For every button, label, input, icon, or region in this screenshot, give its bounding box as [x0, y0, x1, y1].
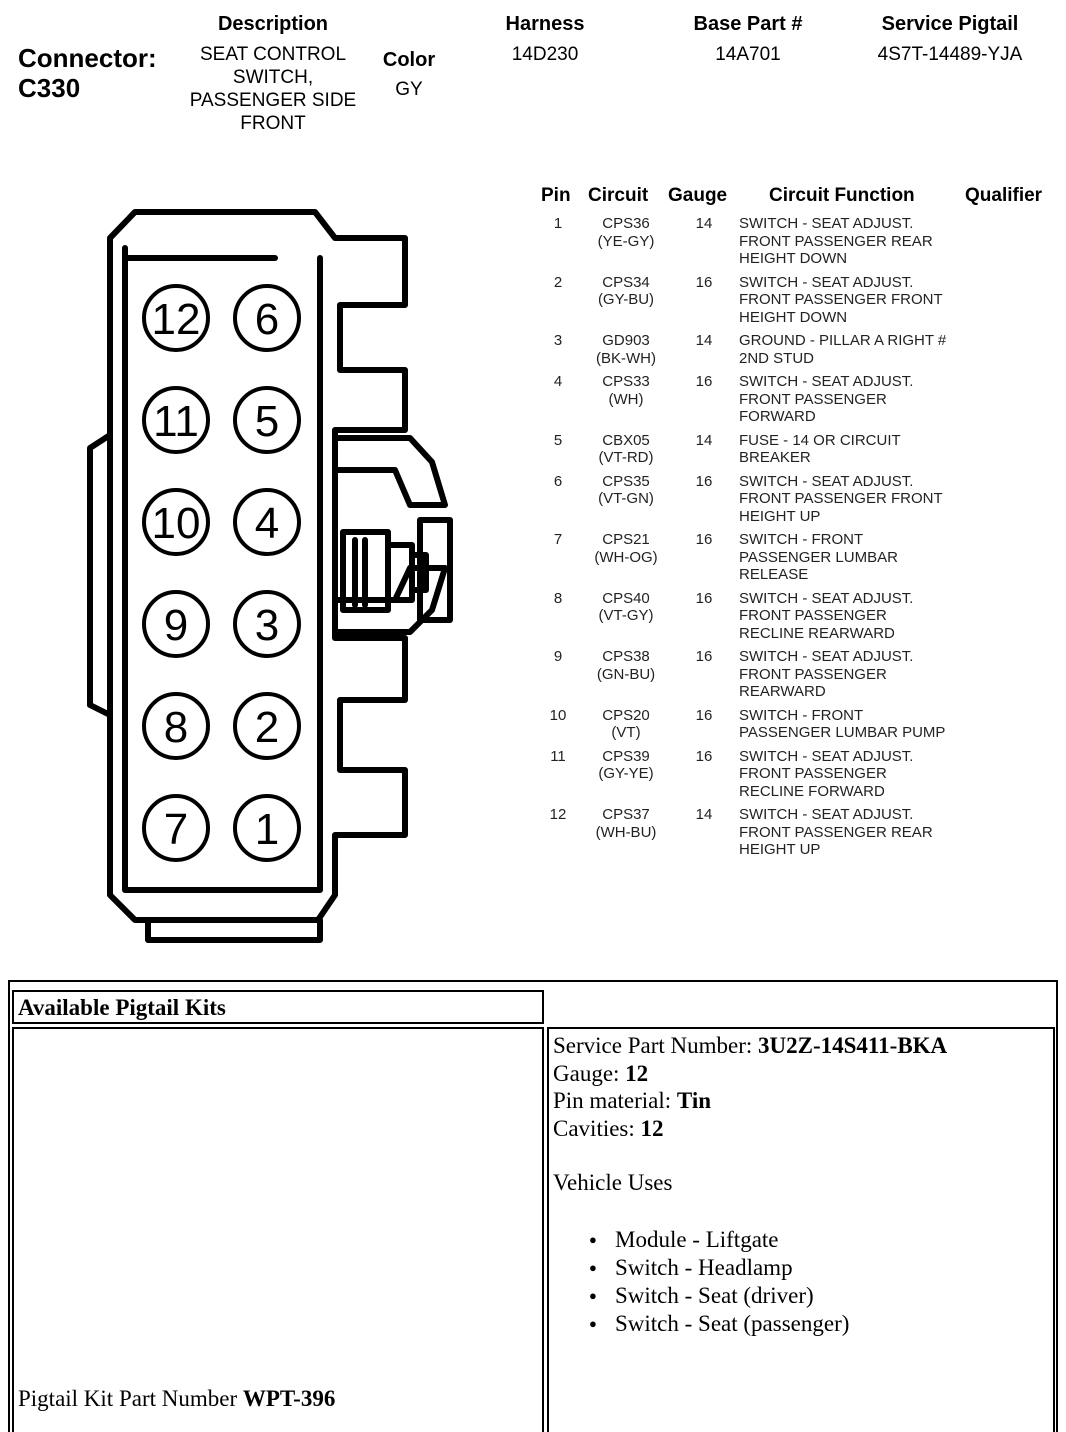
function-line: FUSE - 14 OR CIRCUIT	[739, 431, 901, 449]
function-line: BREAKER	[739, 449, 811, 466]
description-line: SEAT CONTROL	[199, 44, 347, 65]
pin-number: 4	[553, 373, 563, 390]
pin-number: 11	[550, 747, 566, 765]
gauge-cell: 14	[695, 431, 713, 449]
function-line: FRONT PASSENGER	[739, 765, 887, 782]
pin-column-header: Pin	[541, 185, 571, 206]
vehicle-use-item: ● Switch - Seat (passenger)	[589, 1310, 947, 1338]
function-cell	[739, 332, 999, 367]
circuit-cell	[581, 432, 671, 467]
pin-cavity-label: 11	[153, 397, 199, 446]
circuit-cell	[581, 274, 671, 309]
circuit-line: CPS34	[602, 273, 650, 291]
circuit-line: GD903	[602, 332, 650, 349]
gauge-cell: 14	[695, 332, 713, 349]
harness-value: 14D230	[511, 44, 579, 65]
gauge-cell: 16	[695, 531, 713, 548]
harness-header: Harness	[505, 13, 585, 35]
function-line: FRONT PASSENGER REAR	[739, 823, 933, 841]
vehicle-uses-label: Vehicle Uses	[553, 1170, 673, 1195]
circuit-line: CPS33	[602, 373, 650, 390]
function-column-header: Circuit Function	[769, 185, 915, 206]
base-part-header: Base Part #	[693, 13, 803, 35]
kit-gauge-label: Gauge:	[553, 1060, 626, 1086]
service-pigtail-header: Service Pigtail	[881, 13, 1019, 35]
function-line: FRONT PASSENGER FRONT	[739, 490, 943, 507]
function-line: HEIGHT UP	[739, 507, 821, 525]
circuit-line: CPS35	[602, 472, 650, 490]
function-line: SWITCH - SEAT ADJUST.	[739, 648, 914, 665]
function-line: RECLINE REARWARD	[739, 624, 895, 642]
vehicle-use-item: ● Switch - Headlamp	[589, 1254, 947, 1282]
function-cell	[739, 748, 999, 801]
function-line: GROUND - PILLAR A RIGHT #	[739, 332, 947, 349]
connector-label: Connector:	[18, 43, 157, 73]
pin-number: 7	[553, 531, 563, 548]
circuit-line: CPS36	[602, 215, 650, 232]
circuit-line: (VT-GN)	[598, 490, 654, 507]
vehicle-uses-list	[589, 1226, 947, 1338]
function-line: SWITCH - FRONT	[739, 706, 864, 724]
qualifier-column-header: Qualifier	[965, 185, 1043, 206]
gauge-cell: 14	[695, 215, 713, 232]
pin-material	[553, 1087, 947, 1115]
circuit-line: (GN-BU)	[596, 665, 656, 683]
circuit-line: (VT)	[611, 724, 641, 741]
pin-cavity-label: 8	[163, 703, 189, 752]
description-line: FRONT	[240, 113, 306, 134]
circuit-cell	[581, 806, 671, 841]
kit-gauge-value: 12	[625, 1060, 649, 1086]
circuit-cell	[581, 373, 671, 408]
pin-cavity-label: 4	[254, 499, 280, 548]
function-cell	[739, 806, 999, 859]
pin-material-value: Tin	[676, 1088, 712, 1113]
circuit-cell	[581, 748, 671, 783]
function-line: PASSENGER LUMBAR	[739, 548, 898, 566]
function-line: SWITCH - SEAT ADJUST.	[739, 215, 914, 232]
service-part-value: 3U2Z-14S411-BKA	[758, 1033, 948, 1058]
function-line: 2ND STUD	[739, 349, 815, 367]
pin-number: 3	[553, 332, 563, 349]
kit-part-label: Pigtail Kit Part Number	[18, 1386, 243, 1411]
gauge-cell: 16	[695, 273, 713, 291]
vehicle-use-item: ● Module - Liftgate	[589, 1226, 947, 1254]
function-line: RELEASE	[739, 566, 809, 583]
circuit-line: (YE-GY)	[597, 232, 655, 250]
description-value	[168, 43, 378, 135]
circuit-line: CPS21	[602, 531, 650, 548]
service-part-label: Service Part Number:	[553, 1033, 759, 1058]
pigtail-kit-part-number	[18, 1386, 335, 1412]
function-cell	[739, 373, 999, 426]
circuit-cell	[581, 332, 671, 367]
circuit-line: CPS40	[602, 589, 650, 607]
pigtail-kit-details-cell	[547, 1027, 1055, 1432]
connector-id: C330	[18, 73, 81, 103]
function-line: REARWARD	[739, 683, 826, 700]
function-line: SWITCH - SEAT ADJUST.	[739, 589, 914, 607]
pin-cavity-label: 10	[151, 499, 201, 548]
cavities-label: Cavities:	[553, 1115, 641, 1141]
circuit-line: (GY-YE)	[598, 765, 654, 782]
vehicle-use-item: ● Switch - Seat (driver)	[589, 1282, 947, 1310]
circuit-line: (GY-BU)	[597, 291, 655, 308]
function-line: FRONT PASSENGER REAR	[739, 232, 933, 250]
function-cell	[739, 473, 999, 526]
circuit-line: CPS38	[602, 648, 650, 665]
kit-gauge	[553, 1060, 947, 1088]
circuit-line: (WH-OG)	[594, 548, 658, 566]
pin-number: 10	[549, 706, 567, 724]
function-cell	[739, 274, 999, 327]
function-line: FRONT PASSENGER FRONT	[739, 291, 943, 308]
color-value: GY	[395, 79, 423, 100]
pin-cavity-label: 6	[254, 295, 280, 344]
gauge-cell: 16	[695, 589, 713, 607]
description-line: PASSENGER SIDE	[189, 90, 357, 111]
gauge-cell: 14	[695, 806, 713, 823]
cavities	[553, 1115, 947, 1143]
pin-cavity-label: 1	[254, 805, 280, 854]
function-line: HEIGHT DOWN	[739, 308, 848, 326]
circuit-line: CBX05	[602, 431, 650, 449]
color-header: Color	[382, 49, 436, 71]
gauge-cell: 16	[695, 373, 713, 390]
inner-wall	[125, 248, 320, 890]
circuit-line: CPS37	[602, 806, 650, 823]
cavities-value: 12	[640, 1115, 664, 1141]
circuit-line: CPS39	[602, 747, 650, 765]
gauge-cell: 16	[695, 648, 713, 665]
function-cell	[739, 432, 999, 467]
circuit-line: (WH-BU)	[595, 823, 657, 841]
function-cell	[739, 707, 999, 742]
pin-number: 1	[553, 215, 563, 232]
pigtail-kit-part-cell	[12, 1027, 544, 1432]
service-part-number	[553, 1032, 947, 1060]
circuit-cell	[581, 473, 671, 508]
circuit-line: (VT-GY)	[598, 607, 654, 624]
pigtail-kit-details	[553, 1032, 947, 1338]
function-cell	[739, 215, 999, 268]
function-line: SWITCH - SEAT ADJUST.	[739, 273, 914, 291]
function-line: SWITCH - SEAT ADJUST.	[739, 472, 914, 490]
pin-cavity-label: 12	[151, 295, 201, 344]
circuit-cell	[581, 531, 671, 566]
pin-number: 6	[553, 472, 563, 490]
function-cell	[739, 590, 999, 643]
upper-lock-tab	[338, 438, 445, 505]
function-line: PASSENGER LUMBAR PUMP	[739, 724, 946, 741]
circuit-line: CPS20	[602, 706, 650, 724]
pin-cavity-label: 9	[163, 601, 189, 650]
function-line: FORWARD	[739, 408, 816, 425]
gauge-cell: 16	[695, 706, 713, 724]
pigtail-kits-title-cell	[12, 990, 544, 1024]
circuit-line: (WH)	[608, 390, 644, 408]
pin-number: 8	[553, 589, 563, 607]
base-part-value: 14A701	[715, 44, 781, 65]
connector-face-diagram	[80, 200, 460, 950]
function-line: FRONT PASSENGER	[739, 390, 887, 408]
circuit-cell	[581, 707, 671, 742]
pin-number: 2	[553, 273, 563, 291]
circuit-cell	[581, 215, 671, 250]
function-line: FRONT PASSENGER	[739, 607, 887, 624]
circuit-column-header: Circuit	[588, 185, 649, 206]
gauge-cell: 16	[695, 472, 713, 490]
gauge-cell: 16	[695, 747, 713, 765]
description-line: SWITCH,	[232, 67, 314, 88]
function-cell	[739, 531, 999, 584]
function-line: HEIGHT DOWN	[739, 250, 848, 267]
function-cell	[739, 648, 999, 701]
function-line: SWITCH - SEAT ADJUST.	[739, 747, 914, 765]
kit-part-value: WPT-396	[242, 1386, 336, 1411]
circuit-cell	[581, 648, 671, 683]
function-line: FRONT PASSENGER	[739, 665, 887, 683]
pigtail-kits-title: Available Pigtail Kits	[18, 995, 226, 1020]
circuit-cell	[581, 590, 671, 625]
pin-material-label: Pin material:	[553, 1088, 677, 1113]
function-line: SWITCH - SEAT ADJUST.	[739, 806, 914, 823]
pin-cavity-label: 3	[254, 601, 280, 650]
pin-cavity-label: 5	[254, 397, 280, 446]
pin-number: 5	[553, 431, 563, 449]
pin-number: 12	[549, 806, 567, 823]
pin-cavity-label: 7	[163, 805, 189, 854]
pin-number: 9	[553, 648, 563, 665]
service-pigtail-value: 4S7T-14489-YJA	[877, 44, 1023, 65]
circuit-line: (VT-RD)	[598, 449, 654, 466]
gauge-column-header: Gauge	[668, 185, 728, 206]
description-header: Description	[217, 13, 329, 35]
pin-cavity-label: 2	[254, 703, 280, 752]
function-line: HEIGHT UP	[739, 841, 821, 858]
function-line: RECLINE FORWARD	[739, 782, 885, 800]
function-line: SWITCH - SEAT ADJUST.	[739, 373, 914, 390]
circuit-line: (BK-WH)	[596, 349, 656, 367]
function-line: SWITCH - FRONT	[739, 531, 864, 548]
